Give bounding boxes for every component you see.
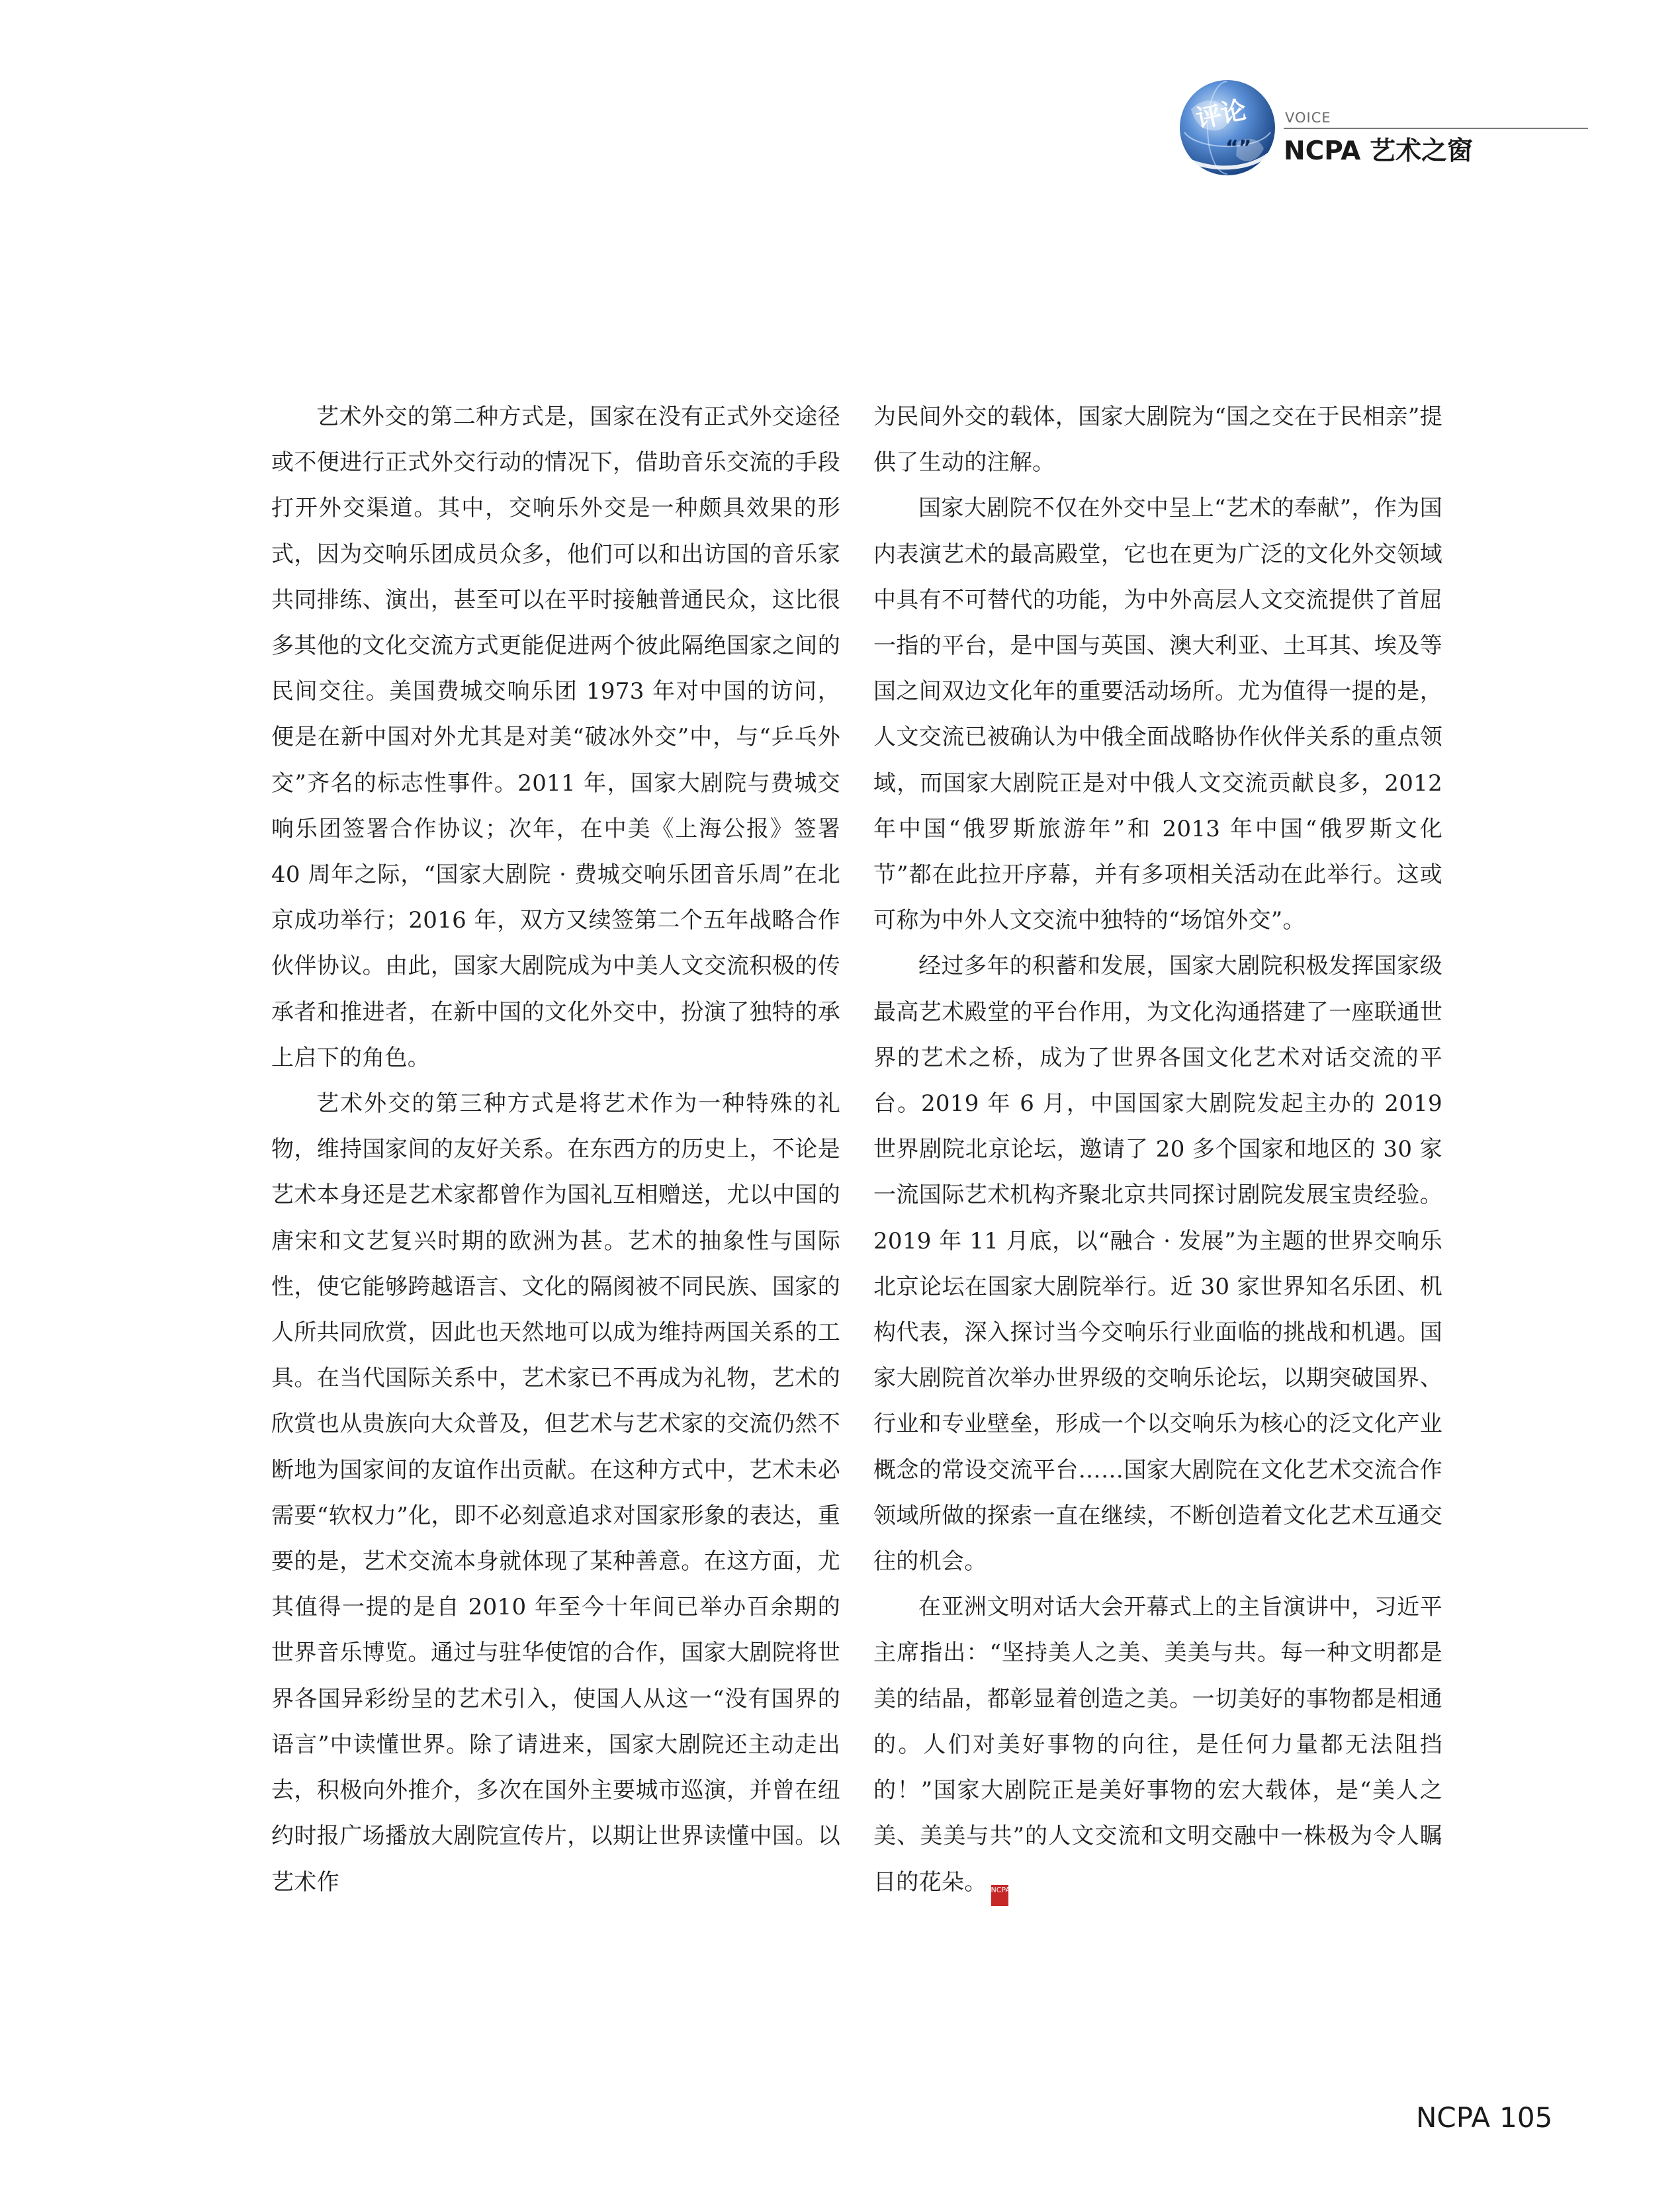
badge-text: 评论 (1193, 95, 1249, 134)
svg-text:“”: “” (1225, 136, 1252, 159)
page-number: 105 (1499, 2101, 1553, 2134)
page-footer (1416, 2101, 1552, 2134)
end-mark-icon: NCPA (991, 1885, 1008, 1906)
page-header (1151, 69, 1588, 189)
voice-label: VOICE (1285, 110, 1331, 126)
globe-icon (1165, 69, 1280, 185)
section-title: NCPA 艺术之窗 (1284, 136, 1474, 166)
footer-brand: NCPA (1416, 2101, 1491, 2134)
paragraph: 国家大剧院不仅在外交中呈上“艺术的奉献”，作为国内表演艺术的最高殿堂，它也在更为广泛的文化外交领域中具有不可替代的功能，为中外高层人文交流提供了首屈一指的平台，是中国与英国、澳大利亚、土耳其、埃及等国之间双边文化年的重要活动场所。尤为值得一提的是，人文交流已被确认为中俄全面战略协作伙伴关系的重点领域，而国家大剧院正是对中俄人文交流贡献良多，2012 年中国“俄罗斯旅游年”和 2013 年中国“俄罗斯文化节”都在此拉开序幕，并有多项相关活动在此举行。这或可称为中外人文交流中独特的“场馆外交”。 (873, 495, 1442, 934)
paragraph: 艺术外交的第二种方式是，国家在没有正式外交途径或不便进行正式外交行动的情况下，借助音乐交流的手段打开外交渠道。其中，交响乐外交是一种颇具效果的形式，因为交响乐团成员众多，他们可以和出访国的音乐家共同排练、演出，甚至可以在平时接触普通民众，这比很多其他的文化交流方式更能促进两个彼此隔绝国家之间的民间交往。美国费城交响乐团 1973 年对中国的访问，便是在新中国对外尤其是对美“破冰外交”中，与“乒乓外交”齐名的标志性事件。2011 年，国家大剧院与费城交响乐团签署合作协议；次年，在中美《上海公报》签署 40 周年之际，“国家大剧院 · 费城交响乐团音乐周”在北京成功举行；2016 年，双方又续签第二个五年战略合作伙伴协议。由此，国家大剧院成为中美人文交流积极的传承者和推进者，在新中国的文化外交中，扮演了独特的承上启下的角色。 (271, 404, 840, 1071)
header-divider (1284, 128, 1588, 129)
paragraph: 经过多年的积蓄和发展，国家大剧院积极发挥国家级最高艺术殿堂的平台作用，为文化沟通搭建了一座联通世界的艺术之桥，成为了世界各国文化艺术对话交流的平台。2019 年 6 月，中国国家大剧院发起主办的 2019 世界剧院北京论坛，邀请了 20 多个国家和地区的 30 家一流国际艺术机构齐聚北京共同探讨剧院发展宝贵经验。2019 年 11 月底，以“融合 · 发展”为主题的世界交响乐北京论坛在国家大剧院举行。近 30 家世界知名乐团、机构代表，深入探讨当今交响乐行业面临的挑战和机遇。国家大剧院首次举办世界级的交响乐论坛，以期突破国界、行业和专业壁垒，形成一个以交响乐为核心的泛文化产业概念的常设交流平台……国家大剧院在文化艺术交流合作领域所做的探索一直在继续，不断创造着文化艺术互通交往的机会。 (873, 953, 1442, 1575)
paragraph-continuation: 为民间外交的载体，国家大剧院为“国之交在于民相亲”提供了生动的注解。 (873, 404, 1442, 476)
paragraph: 艺术外交的第三种方式是将艺术作为一种特殊的礼物，维持国家间的友好关系。在东西方的历史上，不论是艺术本身还是艺术家都曾作为国礼互相赠送，尤以中国的唐宋和文艺复兴时期的欧洲为甚。艺术的抽象性与国际性，使它能够跨越语言、文化的隔阂被不同民族、国家的人所共同欣赏，因此也天然地可以成为维持两国关系的工具。在当代国际关系中，艺术家已不再成为礼物，艺术的欣赏也从贵族向大众普及，但艺术与艺术家的交流仍然不断地为国家间的友谊作出贡献。在这种方式中，艺术未必需要“软权力”化，即不必刻意追求对国家形象的表达，重要的是，艺术交流本身就体现了某种善意。在这方面，尤其值得一提的是自 2010 年至今十年间已举办百余期的世界音乐博览。通过与驻华使馆的合作，国家大剧院将世界各国异彩纷呈的艺术引入，使国人从这一“没有国界的语言”中读懂世界。除了请进来，国家大剧院还主动走出去，积极向外推介，多次在国外主要城市巡演，并曾在纽约时报广场播放大剧院宣传片，以期让世界读懂中国。以艺术作 (271, 1090, 840, 1896)
paragraph-text: 在亚洲文明对话大会开幕式上的主旨演讲中，习近平主席指出：“坚持美人之美、美美与共。每一种文明都是美的结晶，都彰显着创造之美。一切美好的事物都是相通的。人们对美好事物的向往，是任何力量都无法阻挡的！”国家大剧院正是美好事物的宏大载体，是“美人之美、美美与共”的人文交流和文明交融中一株极为令人瞩目的花朵。 (873, 1594, 1442, 1896)
left-column (271, 394, 840, 1905)
right-column (873, 394, 1442, 1906)
paragraph (873, 1585, 1442, 1905)
